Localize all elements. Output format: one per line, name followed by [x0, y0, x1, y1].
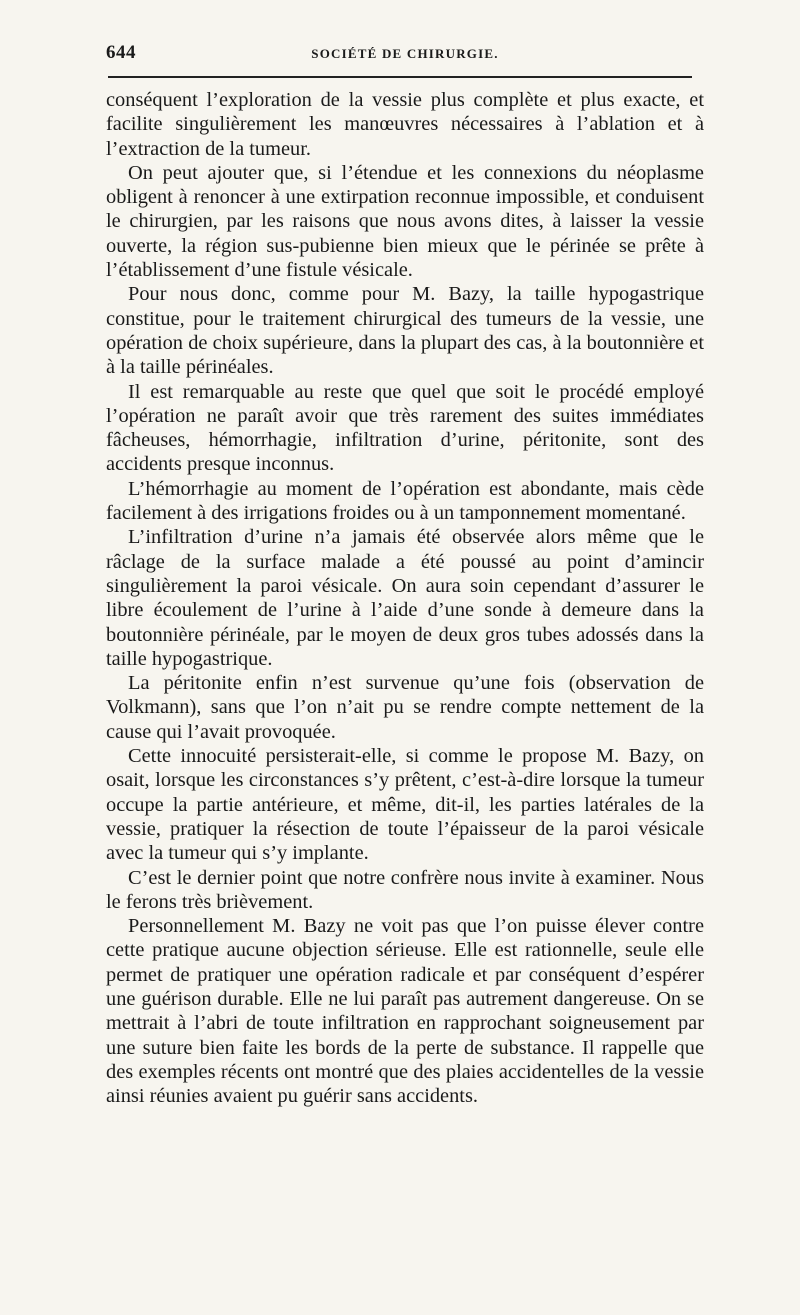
- paragraph-1: conséquent l’exploration de la vessie plus complète et plus exacte, et facilite singulièrement les manœuvres nécessaires à l’ablation et à l’extraction de la tumeur.: [106, 89, 704, 160]
- paragraph-5: L’hémorrhagie au moment de l’opération est abondante, mais cède facilement à des irrigations froides ou à un tamponnement momentané.: [106, 477, 704, 525]
- paragraph-2: On peut ajouter que, si l’étendue et les connexions du néoplasme obligent à renoncer à une extirpation reconnue impossible, et conduisent le chirurgien, par les raisons que nous avons dites, à laisser la vessie ouverte, la région sus-pubienne bien mieux que le périnée se prête à l’établissement d’une fistule vésicale.: [106, 161, 704, 282]
- running-head: SOCIÉTÉ DE CHIRURGIE.: [311, 46, 499, 61]
- paragraph-7: La péritonite enfin n’est survenue qu’une fois (observation de Volkmann), sans que l’on n’ait pu se rendre compte nettement de la cause qui l’avait provoquée.: [106, 672, 704, 743]
- paragraph-3: Pour nous donc, comme pour M. Bazy, la taille hypogastrique constitue, pour le traitement chirurgical des tumeurs de la vessie, une opération de choix supérieure, dans la plupart des cas, à la boutonnière et à la taille périnéales.: [106, 283, 704, 379]
- paragraph-9: C’est le dernier point que notre confrère nous invite à examiner. Nous le ferons très brièvement.: [106, 866, 704, 913]
- header-rule: [108, 76, 692, 78]
- book-page: [106, 40, 704, 1108]
- paragraph-4: Il est remarquable au reste que quel que soit le procédé employé l’opération ne paraît avoir que très rarement des suites immédiates fâcheuses, hémorrhagie, infiltration d’urine, péritonite, sont des accidents presque inconnus.: [106, 380, 704, 476]
- page-number: 644: [106, 42, 136, 63]
- page-header: [106, 40, 704, 68]
- paragraph-8: Cette innocuité persisterait-elle, si comme le propose M. Bazy, on osait, lorsque les circonstances s’y prêtent, c’est-à-dire lorsque la tumeur occupe la partie antérieure, et même, dit-il, les parties latérales de la vessie, pratiquer la résection de toute l’épaisseur de la paroi vésicale avec la tumeur qui s’y implante.: [106, 745, 704, 865]
- body-text: [106, 88, 704, 1108]
- paragraph-6: L’infiltration d’urine n’a jamais été observée alors même que le râclage de la surface malade a été poussé au point d’amincir singulièrement la paroi vésicale. On aura soin cependant d’assurer le libre écoulement de l’urine à l’aide d’une sonde à demeure dans la boutonnière périnéale, par le moyen de deux gros tubes adossés dans la taille hypogastrique.: [106, 526, 704, 670]
- paragraph-10: Personnellement M. Bazy ne voit pas que l’on puisse élever contre cette pratique aucune objection sérieuse. Elle est rationnelle, seule elle permet de pratiquer une opération radicale et par conséquent d’espérer une guérison durable. Elle ne lui paraît pas autrement dangereuse. On se mettrait à l’abri de toute infiltration en rapprochant soigneusement par une suture bien faite les bords de la perte de substance. Il rappelle que des exemples récents ont montré que des plaies accidentelles de la vessie ainsi réunies avaient pu guérir sans accidents.: [106, 915, 704, 1108]
